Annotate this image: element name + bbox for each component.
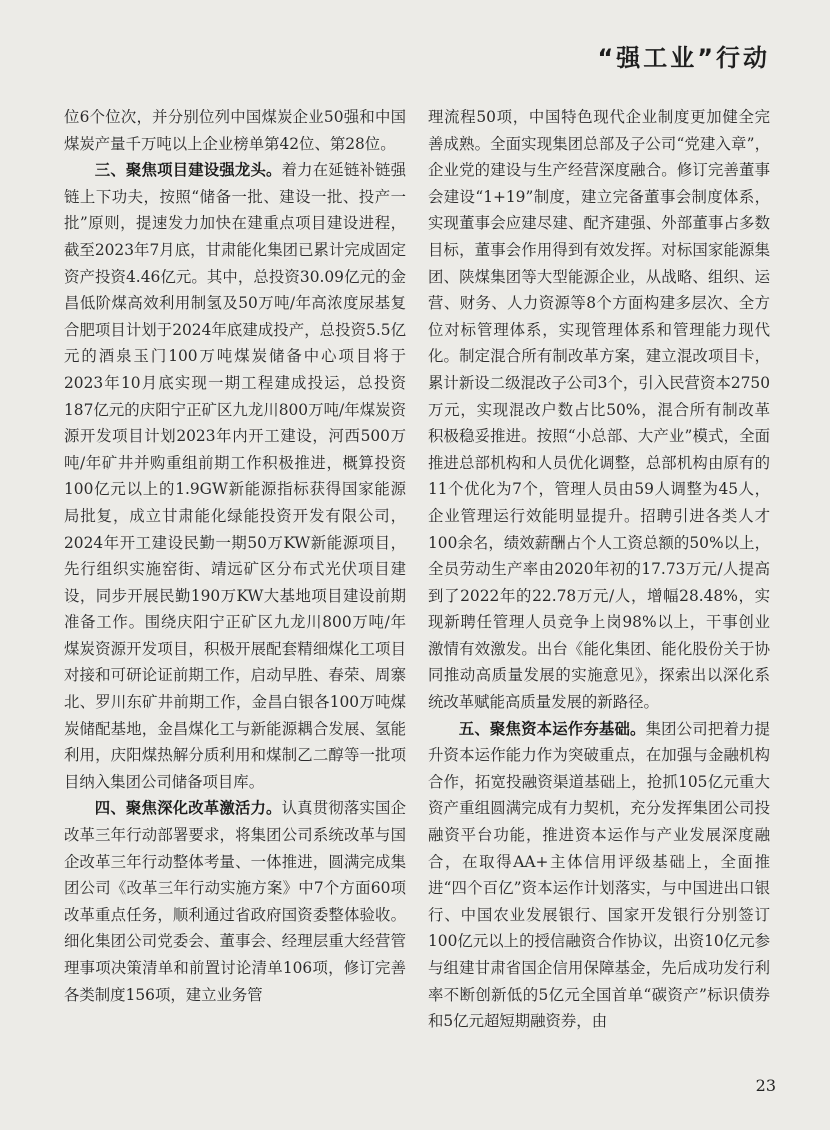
left-column — [64, 104, 406, 1008]
left-paragraph-3 — [64, 795, 406, 1008]
section-heading-5: 五、聚焦资本运作夯基础。 — [458, 719, 646, 738]
right-paragraph-1: 理流程50项，中国特色现代企业制度更加健全完善成熟。全面实现集团总部及子公司“党建入章”，企业党的建设与生产经营深度融合。修订完善董事会建设“1+19”制度，建立完备董事会制度体系，实现董事会应建尽建、配齐建强、外部董事占多数目标，董事会作用得到有效发挥。对标国家能源集团、陕煤集团等大型能源企业，从战略、组织、运营、财务、人力资源等8个方面构建多层次、全方位对标管理体系，实现管理体系和管理能力现代化。制定混合所有制改革方案，建立混改项目卡，累计新设二级混改子公司3个，引入民营资本2750万元，实现混改户数占比50%，混合所有制改革积极稳妥推进。按照“小总部、大产业”模式，全面推进总部机构和人员优化调整，总部机构由原有的11个优化为7个，管理人员由59人调整为45人，企业管理运行效能明显提升。招聘引进各类人才100余名，绩效薪酬占个人工资总额的50%以上，全员劳动生产率由2020年初的17.73万元/人提高到了2022年的22.78万元/人，增幅28.48%，实现新聘任管理人员竞争上岗98%以上，干事创业激情有效激发。出台《能化集团、能化股份关于协同推动高质量发展的实施意见》，探索出以深化系统改革赋能高质量发展的新路径。 — [428, 108, 770, 712]
left-paragraph-1: 位6个位次，并分别位列中国煤炭企业50强和中国煤炭产量千万吨以上企业榜单第42位、第28位。 — [64, 108, 406, 153]
page-number: 23 — [755, 1076, 776, 1095]
section-heading-3: 三、聚焦项目建设强龙头。 — [94, 161, 282, 180]
section-header: “强工业”行动 — [597, 44, 770, 72]
right-paragraph-2 — [428, 716, 770, 1035]
section-body-5: 集团公司把着力提升资本运作能力作为突破重点，在加强与金融机构合作，拓宽投融资渠道基础上，抢抓105亿元重大资产重组圆满完成有力契机，充分发挥集团公司投融资平台功能，推进资本运作与产业发展深度融合，在取得AA+主体信用评级基础上，全面推进“四个百亿”资本运作计划落实，与中国进出口银行、中国农业发展银行、国家开发银行分别签订100亿元以上的授信融资合作协议，出资10亿元参与组建甘肃省国企信用保障基金，先后成功发行利率不断创新低的5亿元全国首单“碳资产”标识债券和5亿元超短期融资券，由 — [428, 719, 770, 1031]
section-body-3: 着力在延链补链强链上下功夫，按照“储备一批、建设一批、投产一批”原则，提速发力加快在建重点项目建设进程，截至2023年7月底，甘肃能化集团已累计完成固定资产投资4.46亿元。其中，总投资30.09亿元的金昌低阶煤高效利用制氢及50万吨/年高浓度尿基复合肥项目计划于2024年底建成投产，总投资5.5亿元的酒泉玉门100万吨煤炭储备中心项目将于2023年10月底实现一期工程建成投运，总投资187亿元的庆阳宁正矿区九龙川800万吨/年煤炭资源开发项目计划2023年内开工建设，河西500万吨/年矿井并购重组前期工作积极推进，概算投资100亿元以上的1.9GW新能源指标获得国家能源局批复，成立甘肃能化绿能投资开发有限公司，2024年开工建设民勤一期50万KW新能源项目，先行组织实施窑街、靖远矿区分布式光伏项目建设，同步开展民勤190万KW大基地项目建设前期准备工作。围绕庆阳宁正矿区九龙川800万吨/年煤炭资源开发项目，积极开展配套精细煤化工项目对接和可研论证前期工作，启动早胜、春荣、周寨北、罗川东矿井前期工作，金昌白银各100万吨煤炭储配基地，金昌煤化工与新能源耦合发展、氢能利用，庆阳煤热解分质利用和煤制乙二醇等一批项目纳入集团公司储备项目库。 — [64, 161, 406, 791]
section-body-4: 认真贯彻落实国企改革三年行动部署要求，将集团公司系统改革与国企改革三年行动整体考量、一体推进，圆满完成集团公司《改革三年行动实施方案》中7个方面60项改革重点任务，顺利通过省政府国资委整体验收。细化集团公司党委会、董事会、经理层重大经营管理事项决策清单和前置讨论清单106项，修订完善各类制度156项，建立业务管 — [64, 799, 406, 1004]
left-paragraph-2 — [64, 157, 406, 795]
right-column — [428, 104, 770, 1035]
section-heading-4: 四、聚焦深化改革激活力。 — [94, 799, 282, 818]
